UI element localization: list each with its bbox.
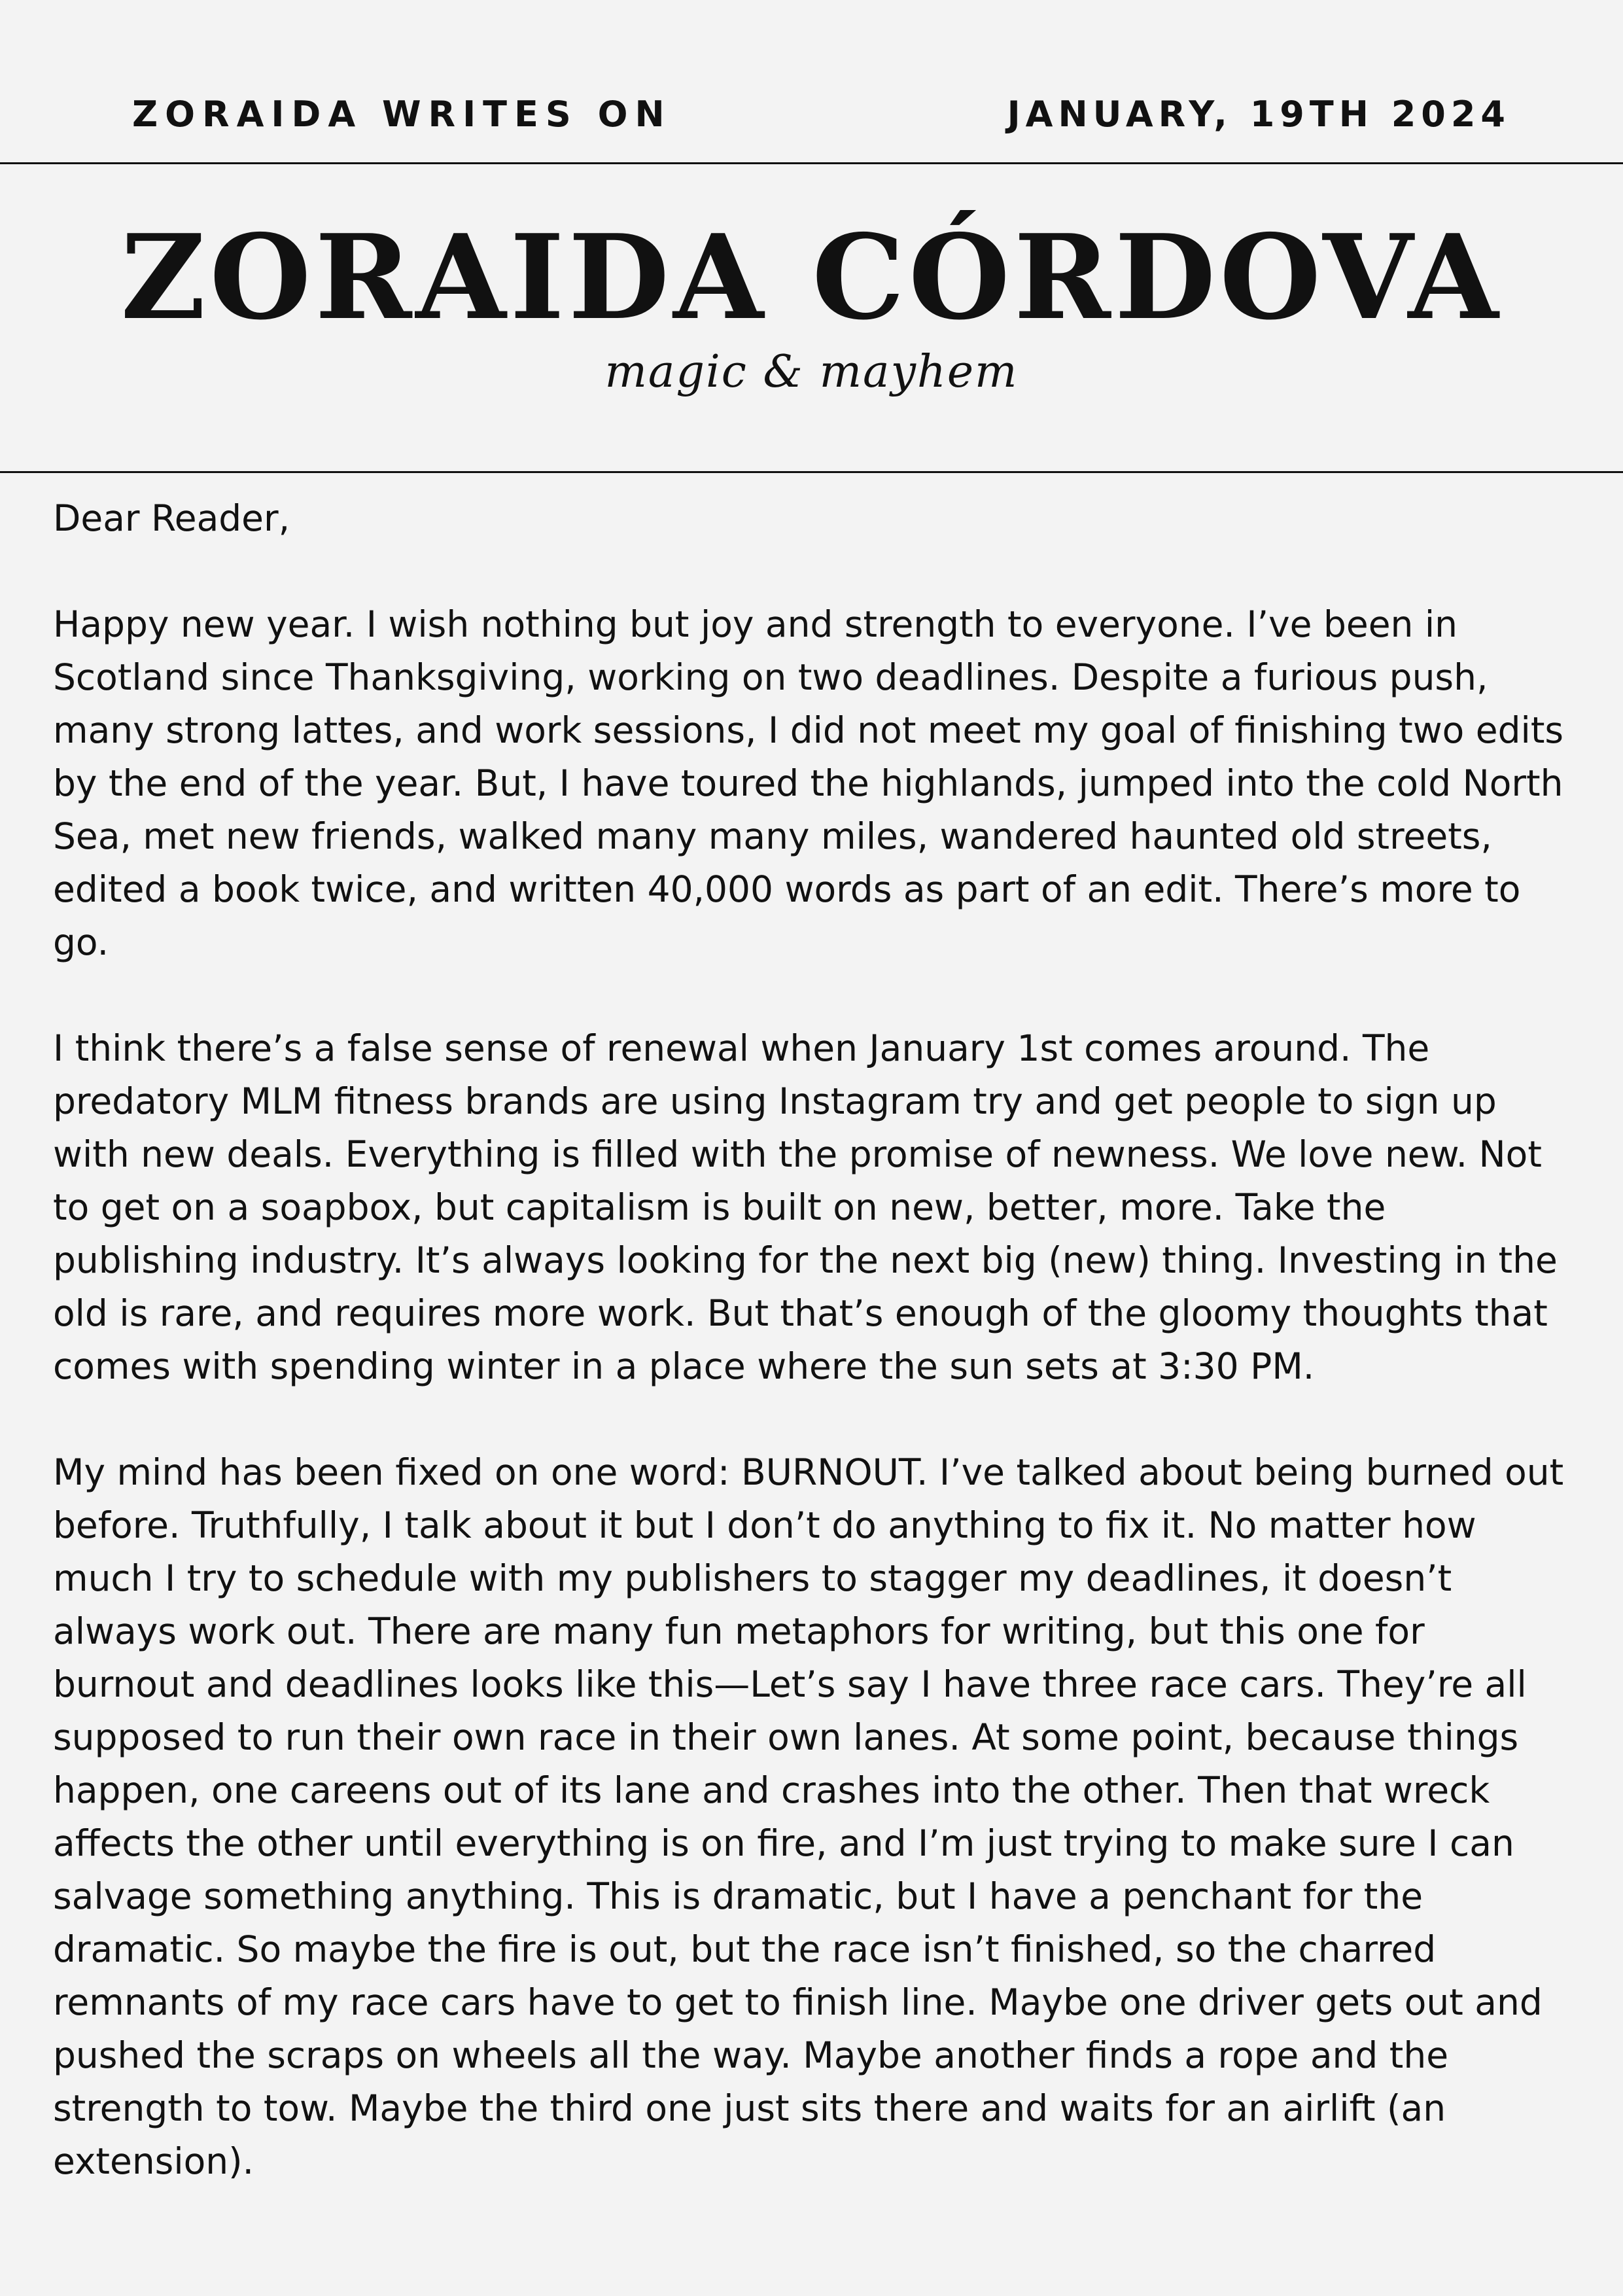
issue-date: JANUARY, 19TH 2024	[1007, 94, 1510, 135]
letter-paragraph: Happy new year. I wish nothing but joy and strength to everyone. I’ve been in Scotland since Thanksgiving, working on two deadlines. Despite a furious push, many strong lattes, and work sessions, I did not meet my goal of finishing two edits by the end of the year. But, I have toured the highlands, jumped into the cold North Sea, met new friends, walked many many miles, wandered haunted old streets, edited a book twice, and written 40,000 words as part of an edit. There’s more to go.	[53, 603, 1564, 963]
letter-paragraph: I think there’s a false sense of renewal when January 1st comes around. The predatory MLM fitness brands are using Instagram try and get people to sign up with new deals. Everything is filled with the promise of newness. We love new. Not to get on a soapbox, but capitalism is built on new, better, more. Take the publishing industry. It’s always looking for the next big (new) thing. Investing in the old is rare, and requires more work. But that’s enough of the gloomy thoughts that comes with spending winter in a place where the sun sets at 3:30 PM.	[53, 1027, 1558, 1387]
brand-title: ZORAIDA CÓRDOVA	[120, 209, 1503, 345]
letter-body	[53, 492, 1577, 2241]
masthead	[0, 164, 1623, 473]
letter-paragraph: My mind has been fixed on one word: BURNOUT. I’ve talked about being burned out before. Truthfully, I talk about it but I don’t do anything to fix it. No matter how much I try to schedule with my publishers to stagger my deadlines, it doesn’t always work out. There are many fun metaphors for writing, but this one for burnout and deadlines looks like this—Let’s say I have three race cars. They’re all supposed to run their own race in their own lanes. At some point, because things happen, one careens out of its lane and crashes into the other. Then that wreck affects the other until everything is on fire, and I’m just trying to make sure I can salvage something anything. This is dramatic, but I have a penchant for the dramatic. So maybe the fire is out, but the race isn’t finished, so the charred remnants of my race cars have to get to finish line. Maybe one driver gets out and pushed the scraps on wheels all the way. Maybe another finds a rope and the strength to tow. Maybe the third one just sits there and waits for an airlift (an extension).	[53, 1451, 1564, 2182]
letter-greeting: Dear Reader,	[53, 497, 290, 539]
top-header-bar	[0, 0, 1623, 164]
brand-tagline: magic & mayhem	[604, 346, 1019, 398]
newsletter-label: ZORAIDA WRITES ON	[132, 94, 672, 135]
